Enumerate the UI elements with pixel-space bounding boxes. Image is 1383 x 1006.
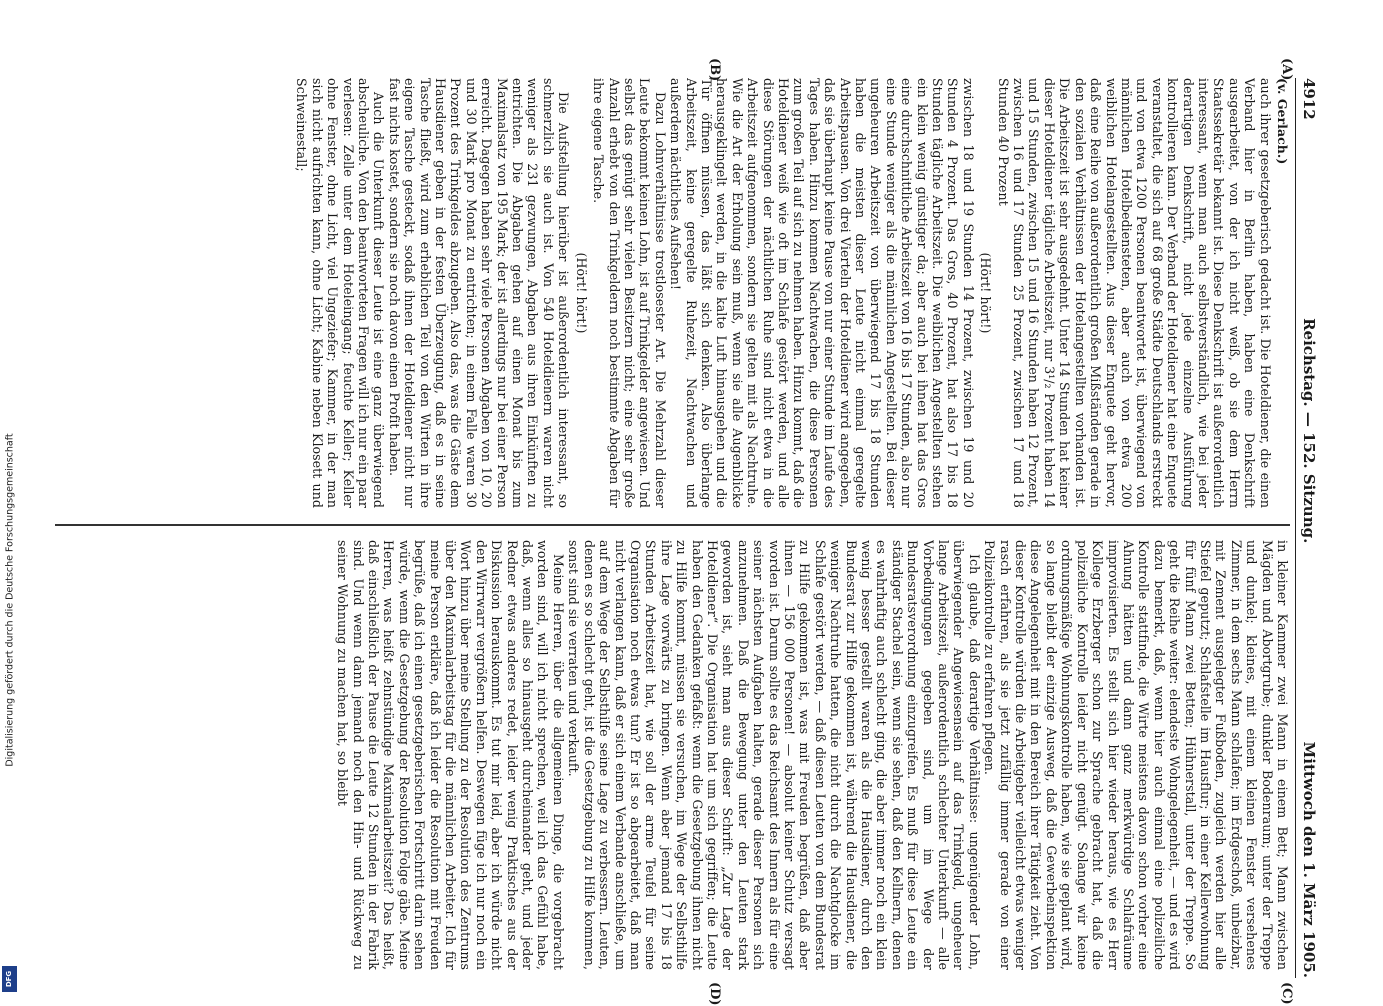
dfg-logo — [2, 966, 17, 992]
paragraph: Die Aufstellung hierüber ist außerordentlich interessant, so schmerzlich sie auch ist. Von 540 Hoteldienern waren nicht weniger als 231 gezwungen, Abgaben aus ihren Einkünften zu entrichten. Die Abgaben gehen auf einen Monat bis zum Maximalsatz von 195 Mark; der ist allerdings nur bei einer Person erreicht. Dagegen haben sehr viele Personen Abgaben von 10, 20 und 30 Mark pro Monat zu entrichten; in einem Falle waren 30 Prozent des Trinkgeldes abzugeben. Also das, was die Gäste dem Hausdiener geben in der festen Überzeugung, daß es in seine Tasche fließt, wird zum erheblichen Teil von den Wirten in ihre eigene Tasche gesteckt, sodaß ihnen der Hoteldiener nicht nur fast nichts kostet, sondern sie noch davon einen Profit haben. — [386, 78, 572, 508]
document-page — [47, 58, 1322, 1006]
digitization-credit: Digitalisierung gefördert durch die Deutsche Forschungsgemeinschaft — [4, 433, 16, 767]
dfg-logo-text: DFG — [5, 970, 14, 988]
column-divider — [55, 524, 1290, 526]
paragraph: Meine Herren, über die allgemeinen Dinge, die vorgebracht worden sind, will ich nicht sprechen, weil ich das Gefühl habe, daß, wenn alles so hinausgeht durcheinander geht, und jeder Redner etwas anderes redet, leider wenig Praktisches aus der Diskussion herauskommt. Es tut mir leid, aber ich würde nicht den Wirrwarr vergrößern helfen. Deswegen füge ich nur noch ein Wort hinzu über meine Stellung zu der Resolution des Zentrums über den Maximalarbeitstag für die männlichen Arbeiter. Ich für meine Person erkläre, daß ich leider die Resolution mit Freuden begrüße, daß ich einen gesetzgeberischen Fortschritt darin sehen würde, wenn die Gesetzgebung der Resolution Folge gäbe. Meine Herren, was heißt zehnstündige Maximalarbeitszeit? Das heißt, daß einschließlich der Pause die Leute 12 Stunden in der Fabrik sind. Und wenn dann jemand noch den Hin- und Rückweg zu seiner Wohnung zu machen hat, so bleibt — [335, 540, 566, 970]
session-date: Mittwoch den 1. März 1905. — [1300, 741, 1318, 978]
margin-marker-d: (D) — [707, 982, 722, 1006]
left-column — [55, 78, 1290, 508]
session-title: Reichstag. — 152. Sitzung. — [1300, 318, 1318, 544]
paragraph: in kleiner Kammer zwei Mann in einem Bett; Mann zwischen Mägden und Abortgrube; dunkler Bodenraum; unter der Treppe und dunkel; kleines, mit einem kleinen Fenster versehenes Zimmer, in dem sechs Mann schlafen; im Erdgeschoß, unbeizbar, mit Zement ausgelegter Fußboden, zugleich werden hier alle Stiefel geputzt; Schlafstelle im Hausflur; in einer Kellerwohnung für fünf Mann zwei Betten; Hühnerstall, unter der Treppe. So geht die Reihe weiter: elendeste Wohngelegenheit, — und es wird dazu bemerkt, daß, wenn hier auch einmal eine polizeiliche Kontrolle stattfinde, die Wirte meistens davon schon vorher eine Ahnung hätten und dann ganz merkwürdige Schlafräume improvisierten. Es stellt sich hier wieder heraus, wie es Herr Kollege Erzberger schon zur Sprache gebracht hat, daß die polizeiliche Kontrolle leider nicht genügt. Solange wir keine ordnungsmäßige Wohnungskontrolle haben, wie sie geplant wird, so lange bleibt der einzige Ausweg, daß die Gewerbeinspektion diese Angelegenheit mit in den Bereich ihrer Tätigkeit zieht. Von dieser Kontrolle würden die Arbeitgeber vielleicht etwas weniger rasch erfahren, als sie jetzt zufällig immer gerade von einer Polizeikontrolle zu erfahren pflegen. — [982, 540, 1290, 970]
digitization-credit-strip — [0, 0, 20, 1000]
margin-marker-c: (C) — [1279, 982, 1294, 1005]
paragraph: Ich glaube, daß derartige Verhältnisse: ungenügender Lohn, überwiegender Angewiesensein auf das Trinkgeld, ungeheuer lange Arbeitszeit, außerordentlich schlechter Unterkunft — alle Vorbedingungen gegeben sind, um im Wege der Bundesratsverordnung einzugreifen. Es muß für diese Leute ein ständiger Stachel sein, wenn sie sehen, daß den Kellnern, denen es wahrhaftig auch schlecht ging, die aber immer noch ein klein wenig besser gestellt waren als die Hausdiener, durch den Bundesrat zur Hilfe gekommen ist, während die Hausdiener, die weniger Nachtruhe hatten, die nicht durch die Nachtglocke im Schlafe gestört werden, — daß diesen Leuten von dem Bundesrat zu Hilfe gekommen ist, was mit Freuden begrüßen, daß aber ihnen — 156 000 Personen! — absolut keiner Schutz versagt worden ist. Darum sollte es das Reichsamt des Innern als für eine seiner nächsten Aufgaben halten, gerade dieser Personen sich anzunehmen. Daß die Bewegung unter den Leuten stark geworden ist, sieht man aus dieser Schrift: „Zur Lage der Hoteldiener“. Die Organisation hat um sich gegriffen; die Leute haben den Gedanken gefaßt: wenn die Gesetzgebung ihnen nicht zu Hilfe kommt, müssen sie versuchen, im Wege der Selbsthilfe ihre Lage vorwärts zu bringen. Wenn aber jemand 17 bis 18 Stunden Arbeitszeit hat, wie soll der arme Teufel für seine Organisation noch etwas tun? Er ist so abgearbeitet, daß man nicht verlangen kann, daß er sich einem Verbande anschließe, um auf dem Wege der Selbsthilfe seine Lage zu verbessern. Leuten, denen es so schlecht geht, ist die Gesetzgebung zu Hilfe kommen, sonst sind sie verraten und verkauft. — [566, 540, 982, 970]
paragraph: Dazu Lohnverhältnisse trostlosester Art. Die Mehrzahl dieser Leute bekommt keinen Lohn, ist auf Trinkgelder angewiesen. Und selbst das genügt sehr vielen Besitzern nicht; eine sehr große Anzahl erhebt von den Trinkgeldern noch bestimmte Abgaben für ihre eigene Tasche. — [591, 78, 668, 508]
margin-marker-a: (A) — [1279, 58, 1294, 81]
page-header — [1295, 78, 1322, 978]
page-number: 4912 — [1300, 78, 1318, 120]
paragraph: Auch die Unterkunft dieser Leute ist eine ganz überwiegend abscheuliche. Von den beantworteten Fragen will ich nur ein paar verlesen: Zelle unter dem Hoteleingang; feuchte Keller; Keller ohne Fenster, ohne Licht, viel Ungeziefer; Kammer, in der man sich nicht aufrichten kann, ohne Licht; Kabine neben Klosett und Schweinestall; — [294, 78, 387, 508]
margin-marker-b: (B) — [707, 58, 722, 82]
right-column — [55, 540, 1290, 970]
paragraph: auch ihrer gesetzgeberisch gedacht ist. Die Hoteldiener, die einen Verband hier in Berlin haben, haben eine Denkschrift ausgearbeitet, von der ich nicht weiß, ob sie dem Herrn Staatssekretär bekannt ist. Diese Denkschrift ist außerordentlich interessant, wenn man auch selbstverständlich, wie bei jeder derartigen Denkschrift, nicht jede einzelne Ausführung kontrollieren kann. Der Verband der Hoteldiener hat eine Enquete veranstaltet, die sich auf 68 große Städte Deutschlands erstreckt und von etwa 1200 Personen beantwortet ist, überwiegend von männlichen Hotelbediensteten, aber auch von etwa 200 weiblichen Hotelangestellten. Aus dieser Enquete geht hervor, daß eine Reihe von außerordentlich großen Mißständen gerade in den sozialen Verhältnissen der Hotelangestellten vorhanden ist. Die Arbeitszeit ist sehr ausgedehnt. Unter 14 Stunden hat keiner dieser Hoteldiener tägliche Arbeitszeit, nur 3¹/₂ Prozent haben 14 und 15 Stunden, zwischen 15 und 16 Stunden haben 12 Prozent, zwischen 16 und 17 Stunden 25 Prozent, zwischen 17 und 18 Stunden 40 Prozent — [995, 78, 1273, 508]
speaker-label: (v. Gerlach.) — [1275, 78, 1290, 165]
interjection: (Hört! hört!) — [978, 252, 994, 334]
paragraph: zwischen 18 und 19 Stunden 14 Prozent, zwischen 19 und 20 Stunden 4 Prozent. Das Gros, 40 Prozent, hat also 17 bis 18 Stunden tägliche Arbeitszeit. Die weiblichen Angestellten stehen ein klein wenig günstiger da; aber auch bei ihnen hat das Gros eine durchschnittliche Arbeitszeit von 16 bis 17 Stunden, also nur eine Stunde weniger als die männlichen Angestellten. Bei dieser ungeheuren Arbeitszeit von überwiegend 17 bis 18 Stunden haben die meisten dieser Leute nicht einmal geregelte Arbeitspausen. Von drei Vierteln der Hoteldiener wird angegeben, daß sie überhaupt keine Pause von nur einer Stunde im Laufe des Tages haben. Hinzu kommen Nachtwachen, die diese Personen zum großen Teil auf sich zu nehmen haben. Hinzu kommt, daß die Hoteldiener weiß wie oft im Schlafe gestört werden, und alle diese Störungen der nächtlichen Ruhe sind nicht etwa in die Arbeitszeit aufgenommen, sondern sie gelten mit als Nachtruhe. Wie die Art der Erholung sein muß, wenn sie alle Augenblicke herausgeklingelt werden, in die kalte Luft hinausgehen und die Tür öffnen müssen, das läßt sich denken. Also überlange Arbeitszeit, keine geregelte Ruhezeit, Nachtwachen und außerdem nächtliches Aufsehen! — [668, 78, 976, 508]
interjection: (Hört! hört!) — [573, 252, 589, 334]
